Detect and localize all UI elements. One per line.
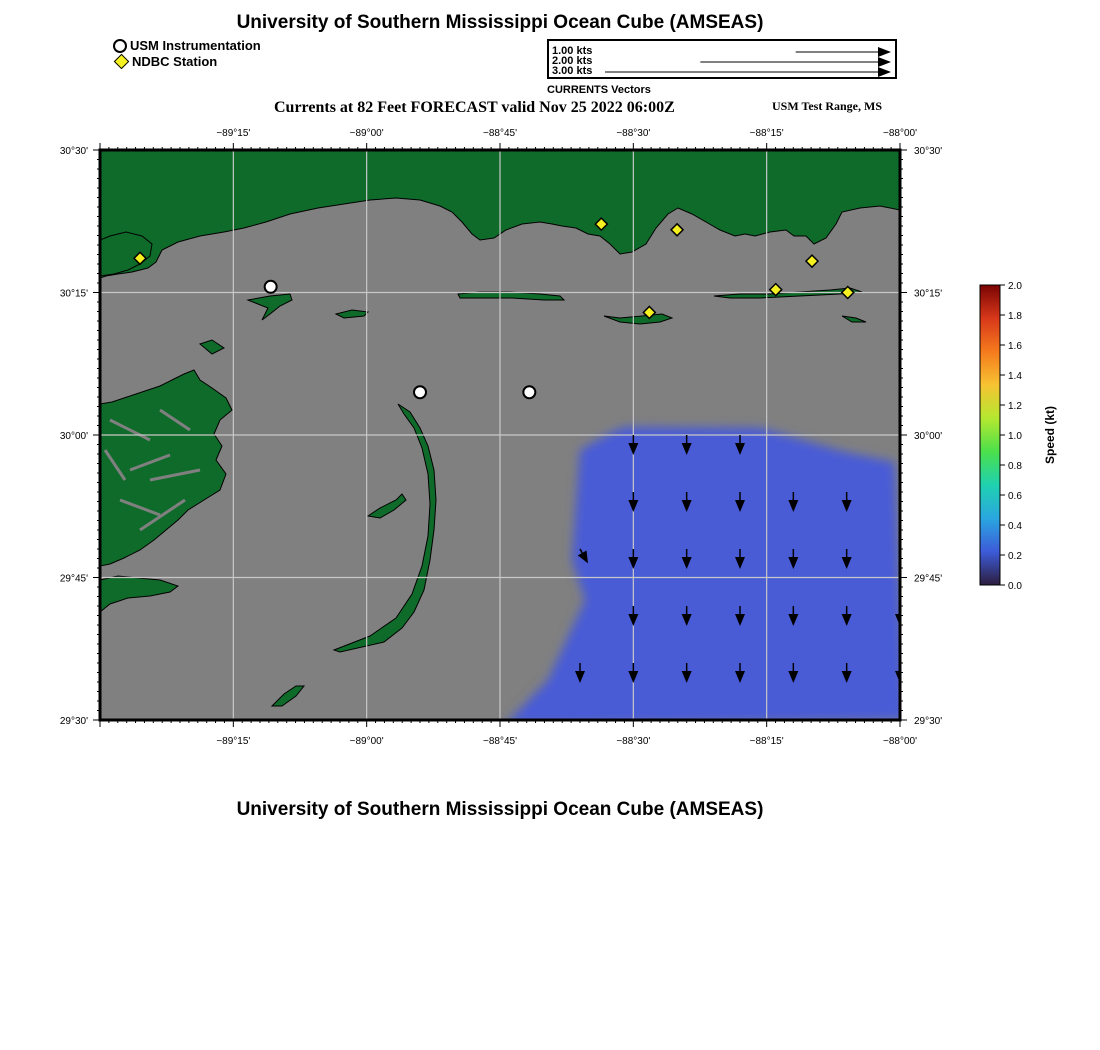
lat-label-left: 29°30' (59, 716, 88, 727)
colorbar-label: Speed (kt) (1043, 405, 1057, 465)
colorbar-ticks (1000, 281, 1022, 592)
vector-key-arrow (605, 67, 891, 77)
colorbar-tick-label: 2.0 (1008, 281, 1022, 292)
usm-instrument-marker (523, 386, 535, 398)
legend-usm-label: USM Instrumentation (130, 38, 261, 53)
lon-label-bottom: −89°15' (216, 736, 251, 747)
lat-label-left: 30°15' (59, 288, 88, 300)
lon-label-bottom: −88°00' (883, 736, 917, 747)
lon-label-bottom: −88°45' (483, 736, 517, 747)
vector-key-arrows (549, 41, 895, 77)
vector-key-arrow (700, 57, 891, 67)
vector-key-label-2: 2.00 kts (552, 55, 593, 67)
colorbar-tick-label: 1.4 (1008, 371, 1022, 382)
colorbar (970, 275, 1070, 600)
legend-ndbc-label: NDBC Station (132, 54, 218, 69)
ndbc-station-icon (114, 54, 130, 70)
lat-label-left: 30°00' (59, 431, 88, 442)
location-label: USM Test Range, MS (772, 99, 883, 113)
colorbar-tick-label: 0.6 (1008, 491, 1022, 502)
lon-label-top: −88°15' (749, 128, 784, 139)
lat-label-right: 30°00' (914, 431, 943, 442)
page-title: University of Southern Mississippi Ocean Cube (AMSEAS) (236, 12, 764, 33)
lon-label-top: −89°00' (349, 128, 384, 139)
map-panel (0, 118, 960, 758)
lat-label-right: 29°45' (914, 573, 943, 585)
lon-label-bottom: −88°30' (616, 736, 651, 747)
vector-key-box (547, 39, 897, 79)
lon-label-top: −88°45' (483, 128, 517, 139)
lat-label-right: 30°30' (914, 146, 943, 157)
colorbar-tick-label: 0.8 (1008, 461, 1022, 472)
colorbar-tick-label: 1.8 (1008, 311, 1022, 322)
lat-label-right: 29°30' (914, 716, 943, 727)
lat-label-left: 30°30' (59, 146, 88, 157)
lon-label-top: −88°30' (616, 128, 651, 139)
vector-key-arrow (796, 47, 891, 57)
vector-key-label-1: 1.00 kts (552, 45, 593, 57)
colorbar-tick-label: 0.0 (1008, 581, 1022, 592)
footer-title: University of Southern Mississippi Ocean Cube (AMSEAS) (236, 799, 764, 820)
colorbar-tick-label: 0.2 (1008, 551, 1022, 562)
legend-usm-item (113, 38, 261, 53)
colorbar-tick-label: 1.2 (1008, 401, 1022, 412)
lon-label-bottom: −88°15' (749, 736, 784, 747)
colorbar-tick-label: 1.0 (1008, 431, 1022, 442)
usm-instrument-icon (113, 39, 127, 53)
vector-key-label-3: 3.00 kts (552, 65, 593, 77)
colorbar-tick-label: 1.6 (1008, 341, 1022, 352)
vector-key-caption: CURRENTS Vectors (547, 84, 651, 96)
legend-ndbc-item (113, 54, 261, 69)
colorbar-tick-label: 0.4 (1008, 521, 1022, 532)
lat-label-left: 29°45' (59, 573, 88, 585)
map-subtitle: Currents at 82 Feet FORECAST valid Nov 25 2022 06:00Z (274, 99, 675, 116)
colorbar-gradient (980, 285, 1000, 585)
symbol-legend (113, 38, 261, 69)
usm-instrument-marker (414, 386, 426, 398)
usm-instrument-marker (265, 281, 277, 293)
lat-label-right: 30°15' (914, 288, 943, 300)
lon-label-top: −89°15' (216, 128, 251, 139)
lon-label-top: −88°00' (883, 128, 917, 139)
lon-label-bottom: −89°00' (349, 736, 384, 747)
